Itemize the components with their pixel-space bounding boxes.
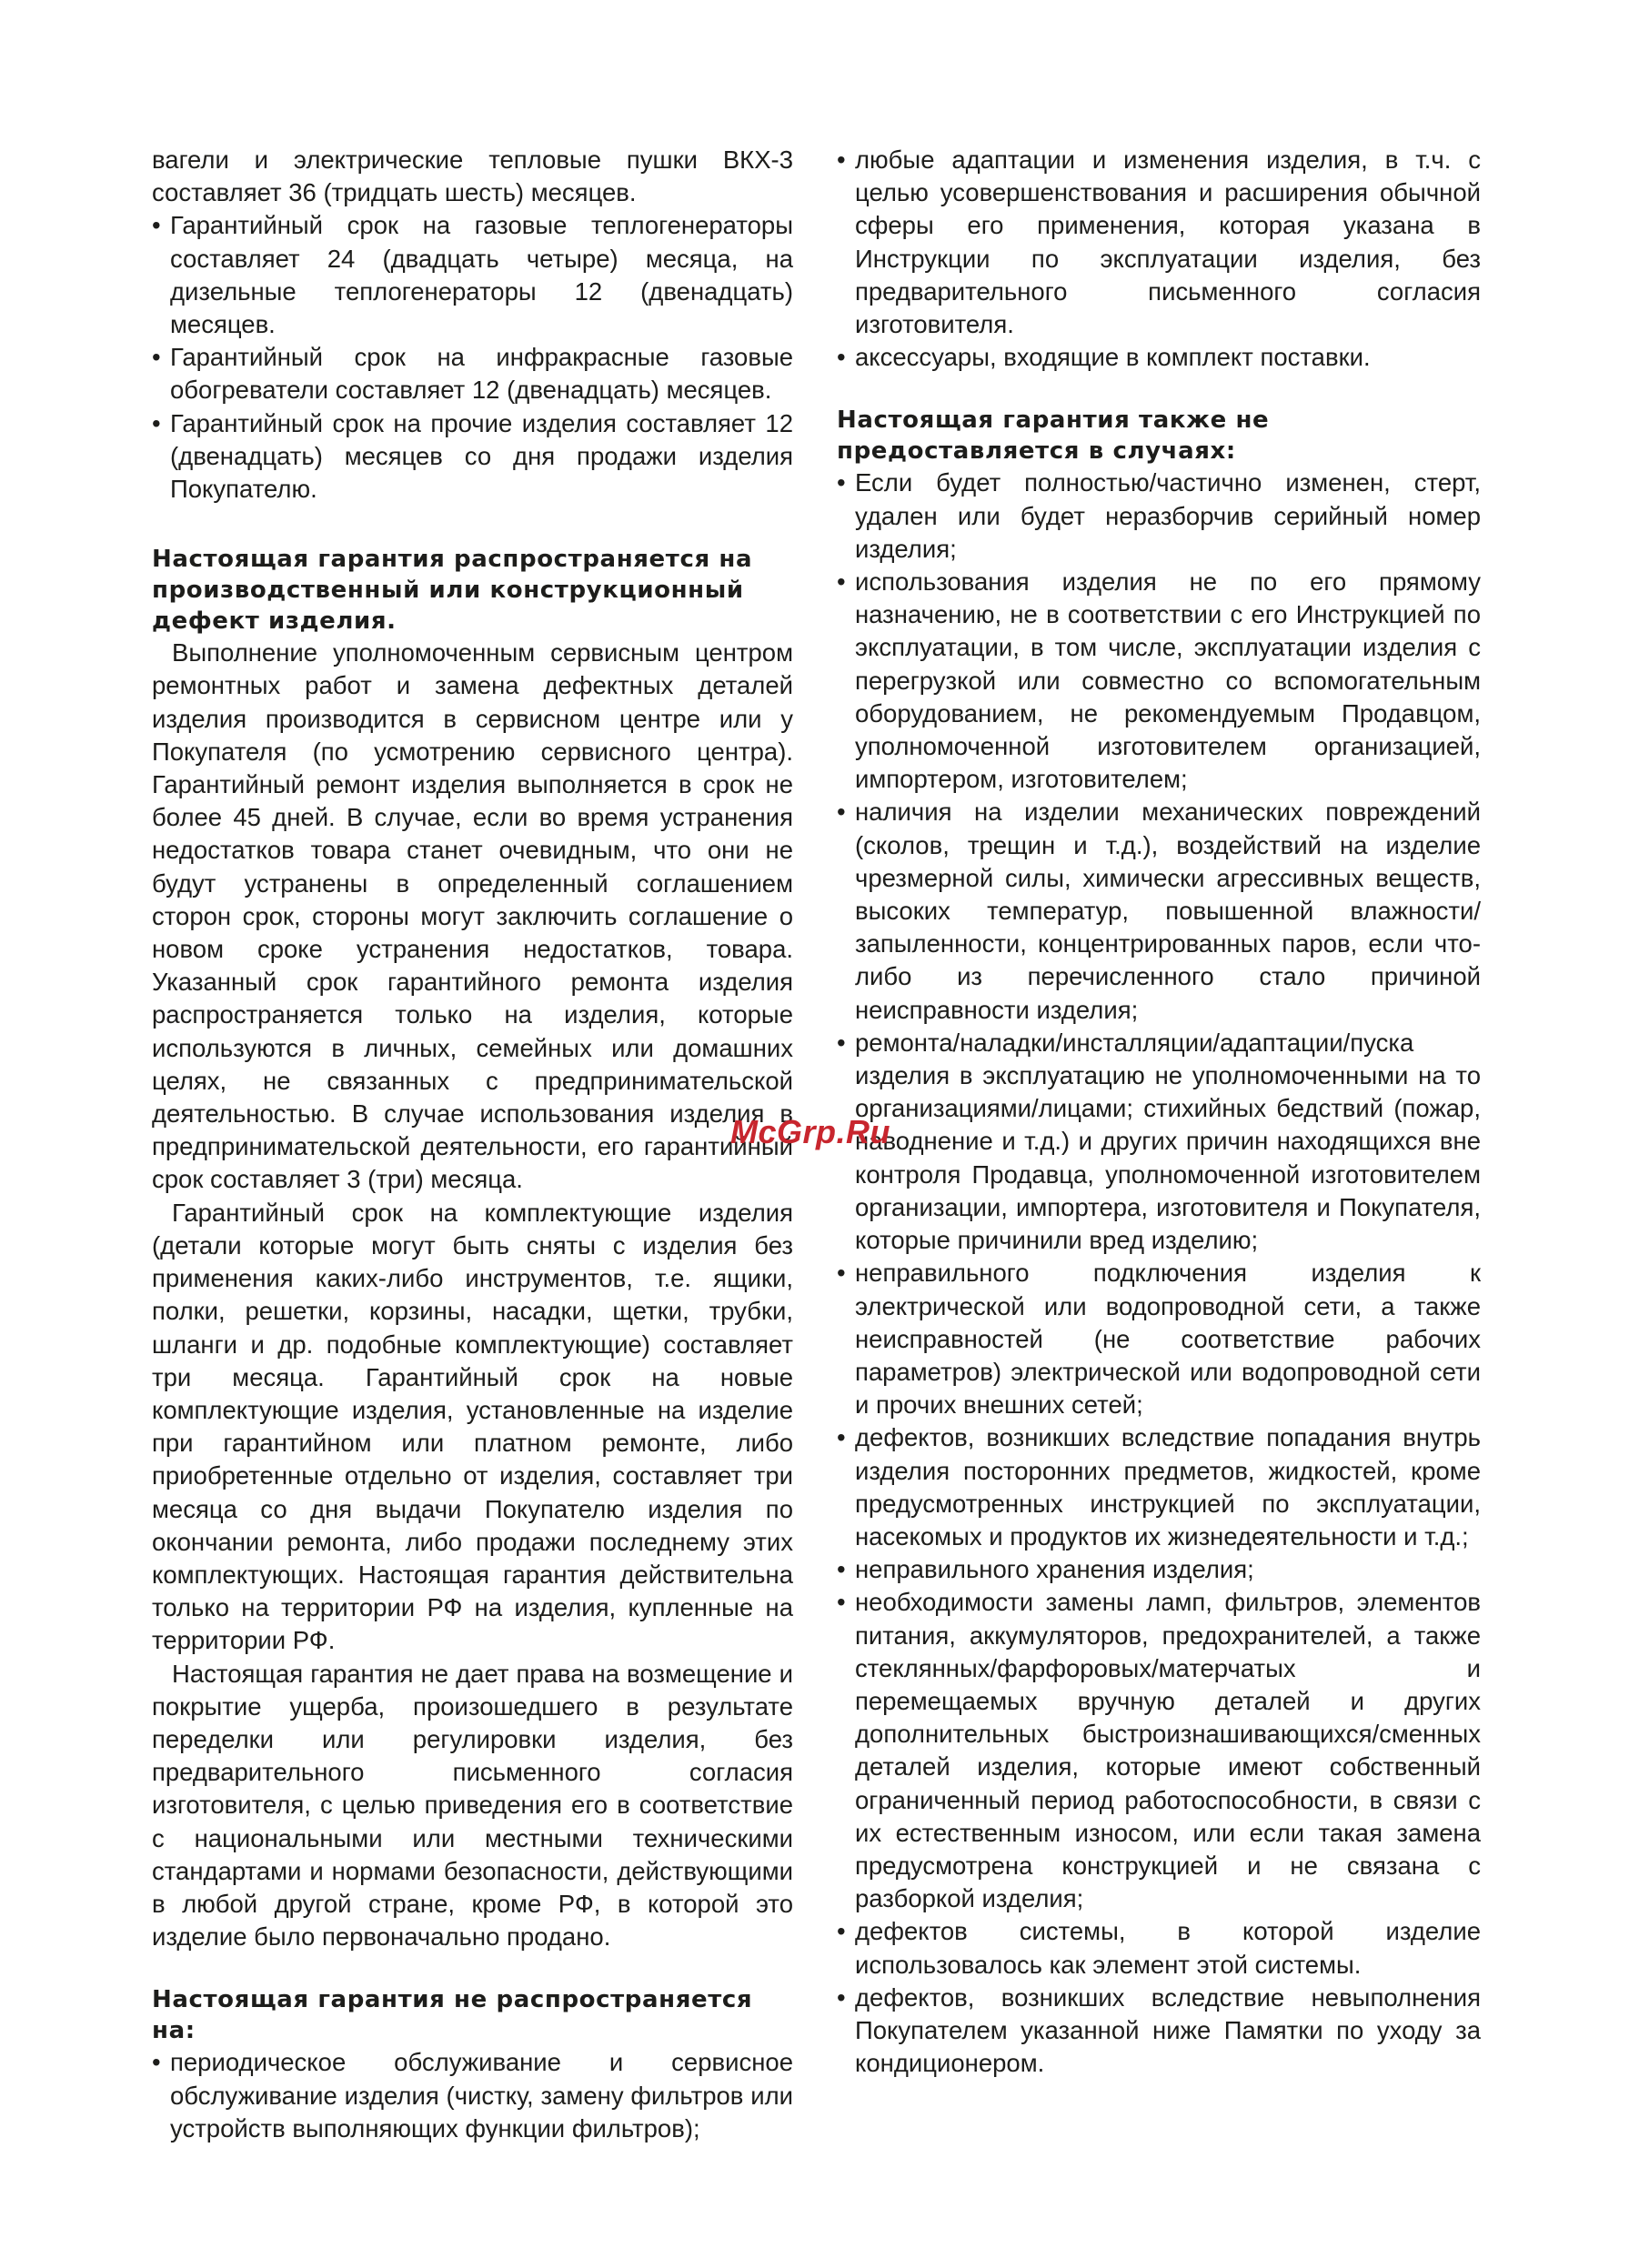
list-item: • необходимости замены ламп, фильтров, элементов питания, аккумуляторов, предохранителей, а также стеклянных/фарфоровых/матерчатых и перемещаемых вручную деталей и других дополнительных быстроизнашивающихся/сменных деталей изделия, которые имеют собственный ограниченный период работоспособности, в связи с их естественным износом, или если такая замена предусмотрена конструкцией и не связана с разборкой изделия; — [837, 1586, 1481, 1915]
exclusions-list — [152, 2046, 793, 2145]
list-item: • периодическое обслуживание и сервисное обслуживание изделия (чистку, замену фильтров или устройств выполняющих функции фильтров); — [152, 2046, 793, 2145]
paragraph: Настоящая гарантия не дает права на возмещение и покрытие ущерба, произошедшего в результате переделки или регулировки изделия, без предварительного письменного согласия изготовителя, с целью приведения его в соответствие с национальными или местными техническими стандартами и нормами безопасности, действующими в любой другой стране, кроме РФ, в которой это изделие было первоначально продано. — [152, 1659, 793, 1952]
left-column — [152, 144, 793, 2145]
list-item: • дефектов, возникших вследствие попадания внутрь изделия посторонних предметов, жидкостей, кроме предусмотренных инструкцией по эксплуатации, насекомых и продуктов их жизнедеятельности и т.д.; — [837, 1421, 1481, 1553]
list-item: • Гарантийный срок на инфракрасные газовые обогреватели составляет 12 (двенадцать) месяцев. — [152, 341, 793, 406]
section-heading-also-not-provided: Настоящая гарантия также не предоставляется в случаях: — [837, 406, 1270, 466]
list-item: вагели и электрические тепловые пушки ВКХ-3 составляет 36 (тридцать шесть) месяцев. — [152, 146, 793, 207]
list-item: • любые адаптации и изменения изделия, в т.ч. с целью усовершенствования и расширения обычной сферы его применения, которая указана в Инструкции по эксплуатации изделия, без предварительного письменного согласия изготовителя. — [837, 144, 1481, 341]
list-item: • дефектов, возникших вследствие невыполнения Покупателем указанной ниже Памятки по уходу за кондиционером. — [837, 1982, 1481, 2081]
paragraph: Гарантийный срок на комплектующие изделия (детали которые могут быть сняты с изделия без применения каких-либо инструментов, т.е. ящики, полки, решетки, корзины, насадки, щетки, трубки, шланги и др. подобные комплектующие) составляет три месяца. Гарантийный срок на новые комплектующие изделия, установленные на изделие при гарантийном или платном ремонте, либо приобретенные отдельно от изделия, составляет три месяца со дня выдачи Покупателю изделия по окончании ремонта, либо продажи последнему этих комплектующих. Настоящая гарантия действительна только на территории РФ на изделия, купленные на территории РФ. — [152, 1198, 793, 1655]
section-heading-coverage: Настоящая гарантия распространяется на производственный или конструкционный дефект изделия. — [152, 546, 753, 636]
warranty-terms-list — [152, 144, 793, 506]
list-item: • неправильного подключения изделия к электрической или водопроводной сети, а также неисправностей (не соответствие рабочих параметров) электрической или водопроводной сети и прочих внешних сетей; — [837, 1257, 1481, 1421]
list-item: • Гарантийный срок на газовые теплогенераторы составляет 24 (двадцать четыре) месяца, на дизельные теплогенераторы 12 (двенадцать) месяцев. — [152, 209, 793, 341]
list-item: • использования изделия не по его прямому назначению, не в соответствии с его Инструкцией по эксплуатации, в том числе, эксплуатации изделия с перегрузкой или совместно со вспомогательным оборудованием, не рекомендуемым Продавцом, уполномоченной изготовителем организацией, импортером, изготовителем; — [837, 566, 1481, 796]
list-item: • наличия на изделии механических повреждений (сколов, трещин и т.д.), воздействий на изделие чрезмерной силы, химически агрессивных веществ, высоких температур, повышенной влажности/запыленности, концентрированных паров, если что-либо из перечисленного стало причиной неисправности изделия; — [837, 796, 1481, 1026]
right-column — [837, 144, 1481, 2080]
section-heading-not-covered: Настоящая гарантия не распространяется на: — [152, 1986, 753, 2045]
list-item: • дефектов системы, в которой изделие использовалось как элемент этой системы. — [837, 1915, 1481, 1981]
site-watermark: McGrp.Ru — [730, 1113, 891, 1150]
list-item: • Если будет полностью/частично изменен, стерт, удален или будет неразборчив серийный номер изделия; — [837, 467, 1481, 566]
paragraph: Выполнение уполномоченным сервисным центром ремонтных работ и замена дефектных деталей изделия производится в сервисном центре или у Покупателя (по усмотрению сервисного центра). Гарантийный ремонт изделия выполняется в срок не более 45 дней. В случае, если во время устранения недостатков товара станет очевидным, что они не будут устранены в определенный соглашением сторон срок, стороны могут заключить соглашение о новом сроке устранения недостатков, товара. Указанный срок гарантийного ремонта изделия распространяется только на изделия, которые используются в личных, семейных или домашних целях, не связанных с предпринимательской деятельностью. В случае использования изделия в предпринимательской деятельности, его гарантийный срок составляет 3 (три) месяца. — [152, 638, 793, 1194]
cases-list — [837, 467, 1481, 2080]
list-item: • аксессуары, входящие в комплект поставки. — [837, 341, 1481, 374]
list-item: • ремонта/наладки/инсталляции/адаптации/пуска изделия в эксплуатацию не уполномоченными на то организациями/лицами; стихийных бедствий (пожар, наводнение и т.д.) и других причин находящихся вне контроля Продавца, уполномоченной изготовителем организации, импортера, изготовителя и Покупателя, которые причинили вред изделию; — [837, 1027, 1481, 1257]
exclusions-list-continued — [837, 144, 1481, 374]
list-item: • Гарантийный срок на прочие изделия составляет 12 (двенадцать) месяцев со дня продажи изделия Покупателю. — [152, 407, 793, 507]
list-item: • неправильного хранения изделия; — [837, 1553, 1481, 1586]
